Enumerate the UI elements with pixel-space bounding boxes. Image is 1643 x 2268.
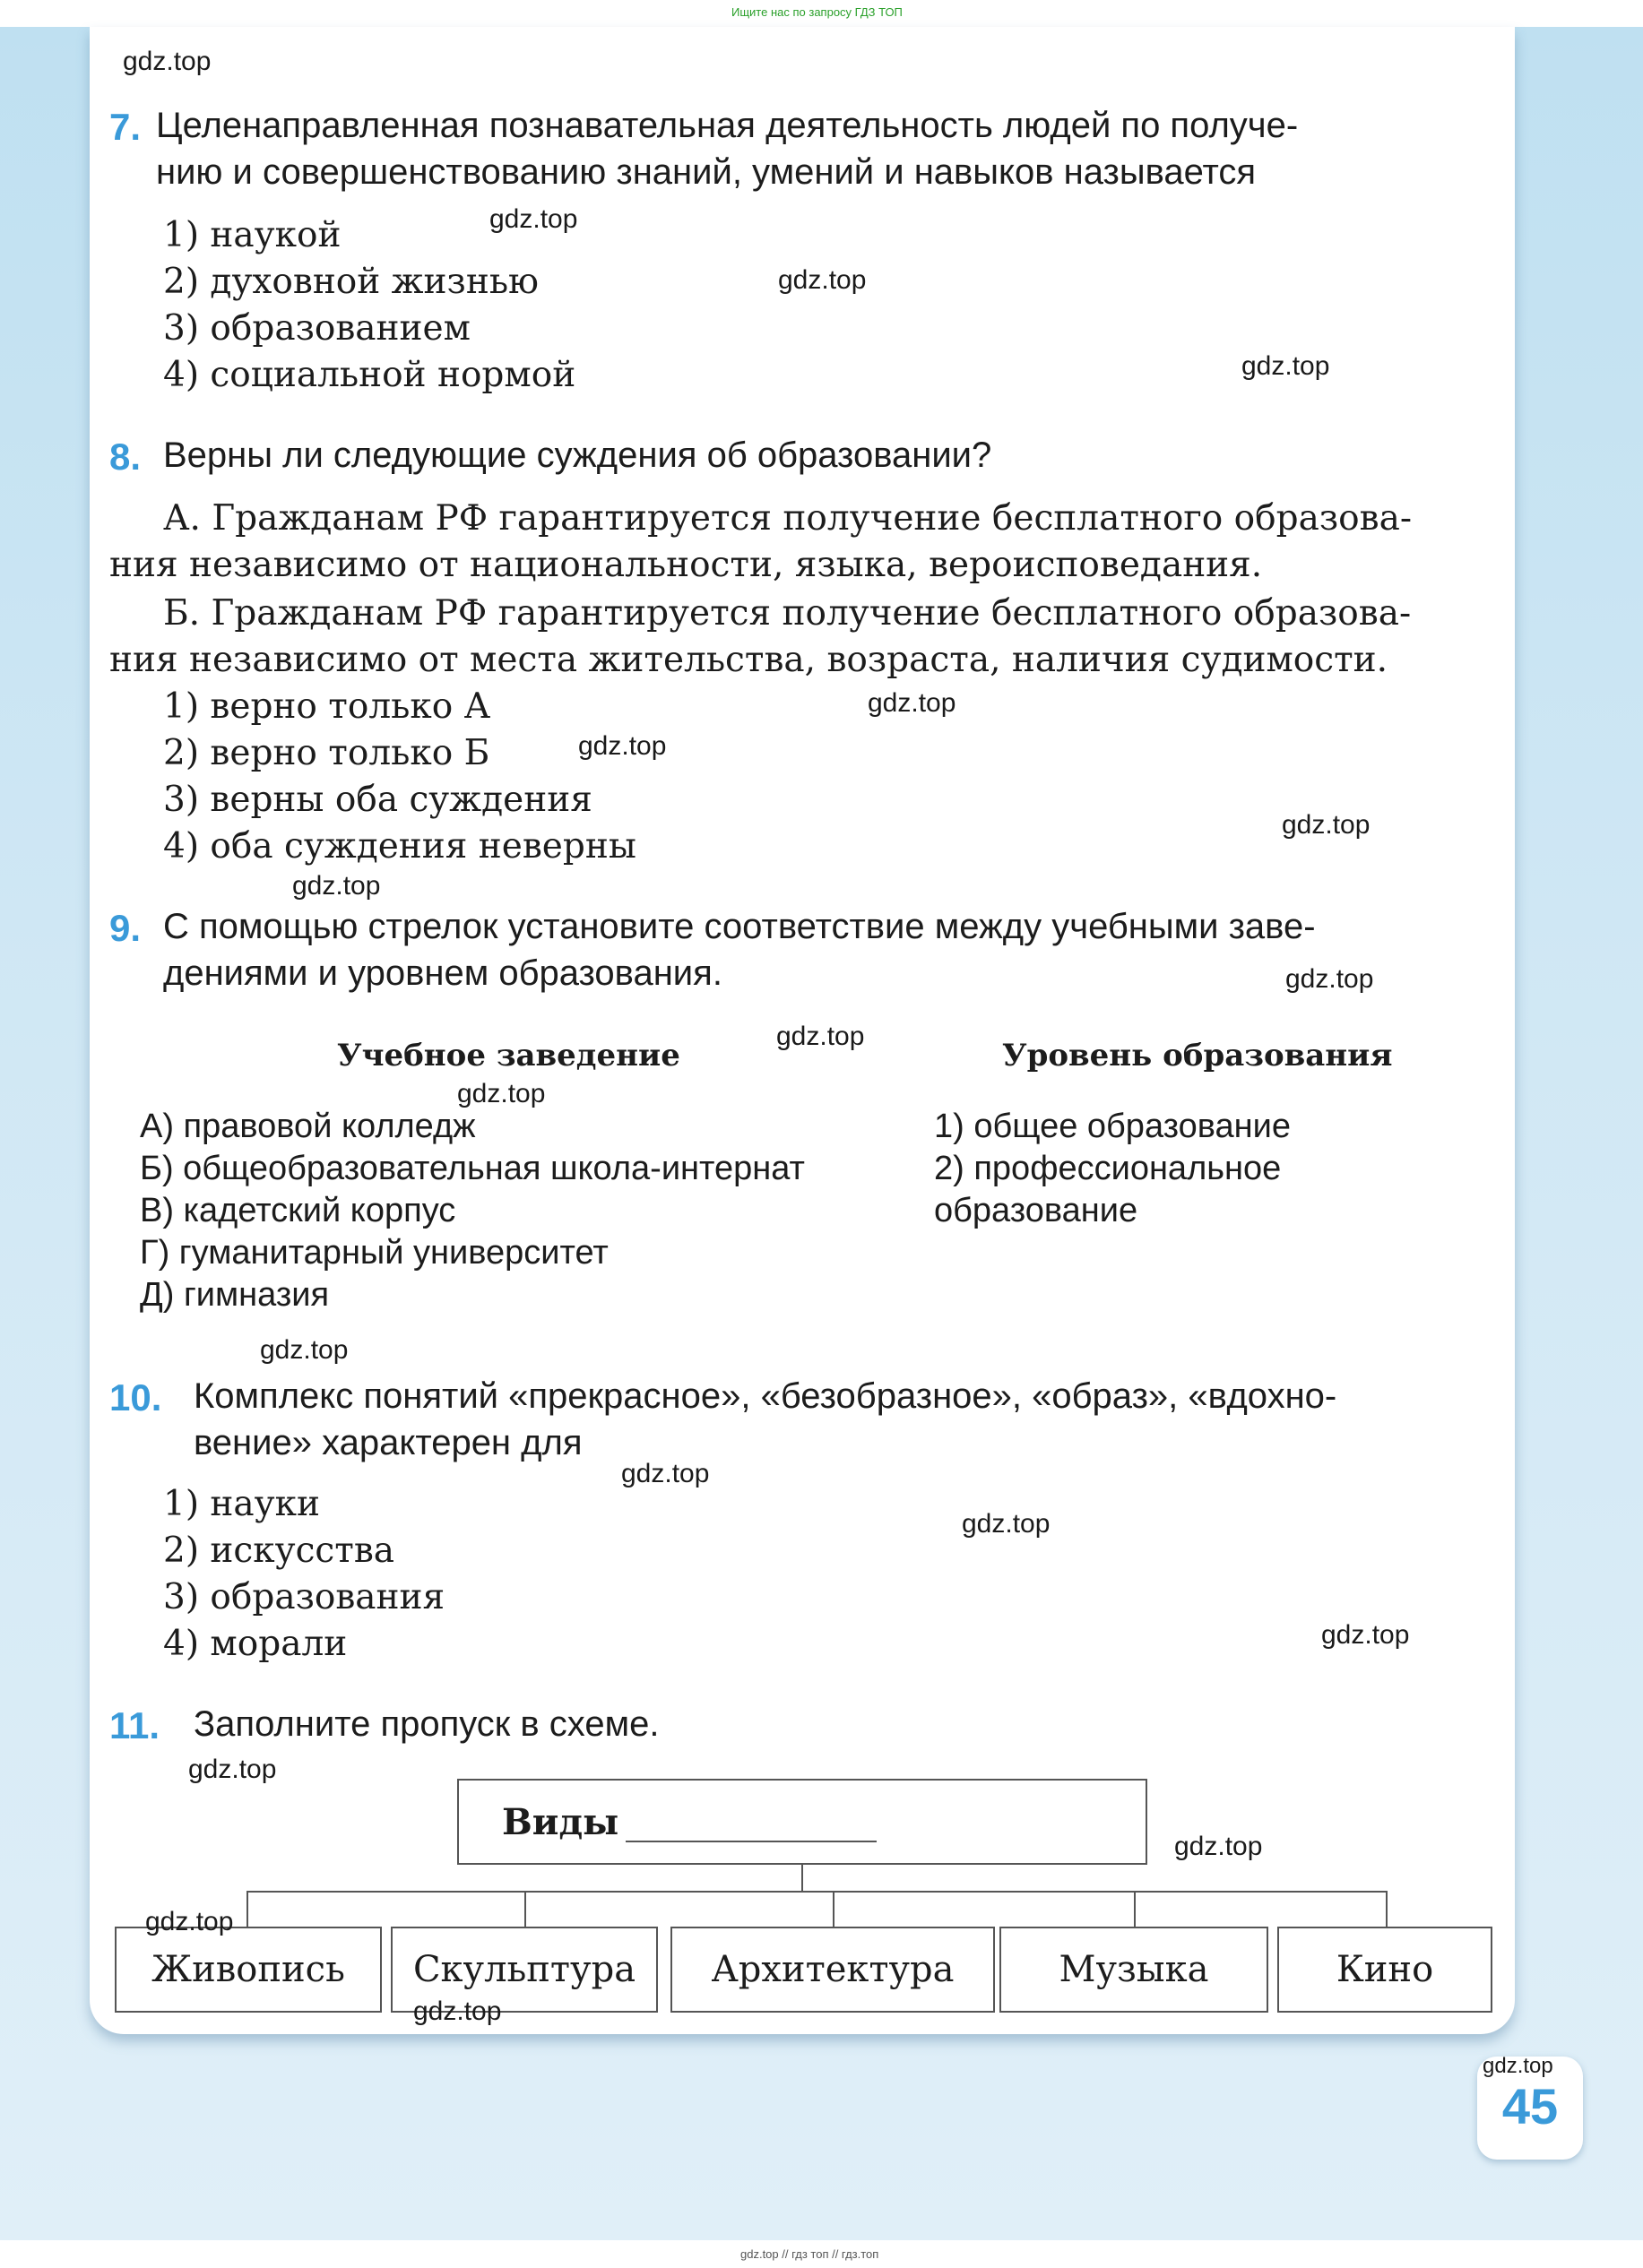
q8-statement-a-line1: А. Гражданам РФ гарантируется получение бесплатного образова-: [163, 498, 1412, 539]
scheme-connector-4: [1134, 1891, 1136, 1928]
scheme-box-cinema: Кино: [1277, 1927, 1492, 2013]
scheme-connector-5: [1386, 1891, 1388, 1928]
watermark: gdz.top: [1285, 964, 1374, 994]
q9-number: 9.: [109, 907, 142, 949]
q8-text: Верны ли следующие суждения об образовании?: [163, 435, 992, 475]
q10-option-3: 3) образования: [163, 1577, 445, 1617]
scheme-top-label: Виды: [502, 1800, 619, 1843]
q9-left-item-a: А) правовой колледж: [140, 1108, 476, 1145]
watermark: gdz.top: [457, 1079, 546, 1108]
q8-statement-b-line1: Б. Гражданам РФ гарантируется получение бесплатного образова-: [163, 593, 1412, 634]
scheme-connector-main: [801, 1865, 803, 1892]
scheme-box-music: Музыка: [999, 1927, 1268, 2013]
scheme-top-box: [457, 1779, 1147, 1865]
q8-option-3: 3) верны оба суждения: [163, 780, 592, 820]
q9-left-item-b: Б) общеобразовательная школа-интернат: [140, 1150, 805, 1187]
scheme-connector-3: [833, 1891, 834, 1928]
scheme-box-architecture: Архитектура: [670, 1927, 995, 2013]
q7-text-line2: нию и совершенствованию знаний, умений и навыков называется: [156, 152, 1257, 192]
q9-text-line2: дениями и уровнем образования.: [163, 953, 722, 993]
watermark: gdz.top: [188, 1755, 277, 1784]
watermark: gdz.top: [776, 1022, 865, 1051]
scheme-connector-2: [524, 1891, 526, 1928]
watermark: gdz.top: [962, 1509, 1051, 1539]
top-note: Ищите нас по запросу ГДЗ ТОП: [731, 5, 903, 19]
q10-number: 10.: [109, 1376, 162, 1419]
q9-left-item-d: Г) гуманитарный университет: [140, 1234, 609, 1272]
watermark: gdz.top: [868, 688, 956, 718]
q7-option-2: 2) духовной жизнью: [163, 262, 540, 302]
q9-right-item-1: 1) общее образование: [934, 1108, 1292, 1145]
q7-option-1: 1) наукой: [163, 215, 342, 255]
watermark: gdz.top: [578, 731, 667, 761]
watermark: gdz.top: [621, 1459, 710, 1488]
scheme-connector-horizontal: [246, 1891, 1386, 1893]
q9-right-item-2-cont: образование: [934, 1192, 1138, 1229]
q8-statement-a-line2: ния независимо от национальности, языка, вероисповедания.: [109, 545, 1263, 585]
watermark: gdz.top: [413, 1996, 502, 2026]
q10-option-2: 2) искусства: [163, 1531, 395, 1571]
q7-option-3: 3) образованием: [163, 308, 471, 349]
scheme-box-sculpture: Скульптура: [391, 1927, 658, 2013]
q8-option-2: 2) верно только Б: [163, 733, 490, 773]
watermark: gdz.top: [292, 871, 381, 901]
q8-number: 8.: [109, 435, 142, 478]
q9-left-item-c: В) кадетский корпус: [140, 1192, 456, 1229]
q7-number: 7.: [109, 106, 142, 148]
q11-text: Заполните пропуск в схеме.: [194, 1704, 660, 1744]
watermark: gdz.top: [1174, 1832, 1263, 1861]
q10-option-1: 1) науки: [163, 1484, 320, 1524]
watermark: gdz.top: [123, 47, 212, 76]
q9-left-header: Учебное заведение: [337, 1038, 680, 1074]
watermark: gdz.top: [145, 1907, 234, 1936]
watermark: gdz.top: [260, 1335, 349, 1365]
page-number: 45: [1501, 2078, 1559, 2134]
watermark: gdz.top: [1282, 810, 1371, 840]
watermark: gdz.top: [1241, 351, 1330, 381]
q8-option-4: 4) оба суждения неверны: [163, 826, 636, 867]
q8-statement-b-line2: ния независимо от места жительства, возраста, наличия судимости.: [109, 640, 1388, 680]
q10-text-line2: вение» характерен для: [194, 1423, 583, 1462]
watermark: gdz.top: [778, 265, 867, 295]
q9-right-header: Уровень образования: [1002, 1038, 1393, 1074]
scheme-connector-1: [246, 1891, 248, 1928]
q7-option-4: 4) социальной нормой: [163, 355, 576, 395]
watermark: gdz.top: [489, 204, 578, 234]
scheme-blank-line: [626, 1801, 877, 1842]
bottom-note: gdz.top // гдз топ // гдз.топ: [740, 2247, 879, 2261]
q7-text-line1: Целенаправленная познавательная деятельность людей по получе-: [156, 106, 1299, 145]
q9-left-item-e: Д) гимназия: [140, 1276, 330, 1314]
q8-option-1: 1) верно только А: [163, 686, 491, 727]
q9-text-line1: С помощью стрелок установите соответствие между учебными заве-: [163, 907, 1316, 946]
watermark: gdz.top: [1483, 2054, 1553, 2078]
q9-right-item-2: 2) профессиональное: [934, 1150, 1282, 1187]
scheme-box-painting: Живопись: [115, 1927, 382, 2013]
q11-number: 11.: [109, 1704, 160, 1746]
q10-text-line1: Комплекс понятий «прекрасное», «безобразное», «образ», «вдохно-: [194, 1376, 1337, 1416]
watermark: gdz.top: [1321, 1620, 1410, 1650]
q10-option-4: 4) морали: [163, 1624, 348, 1664]
